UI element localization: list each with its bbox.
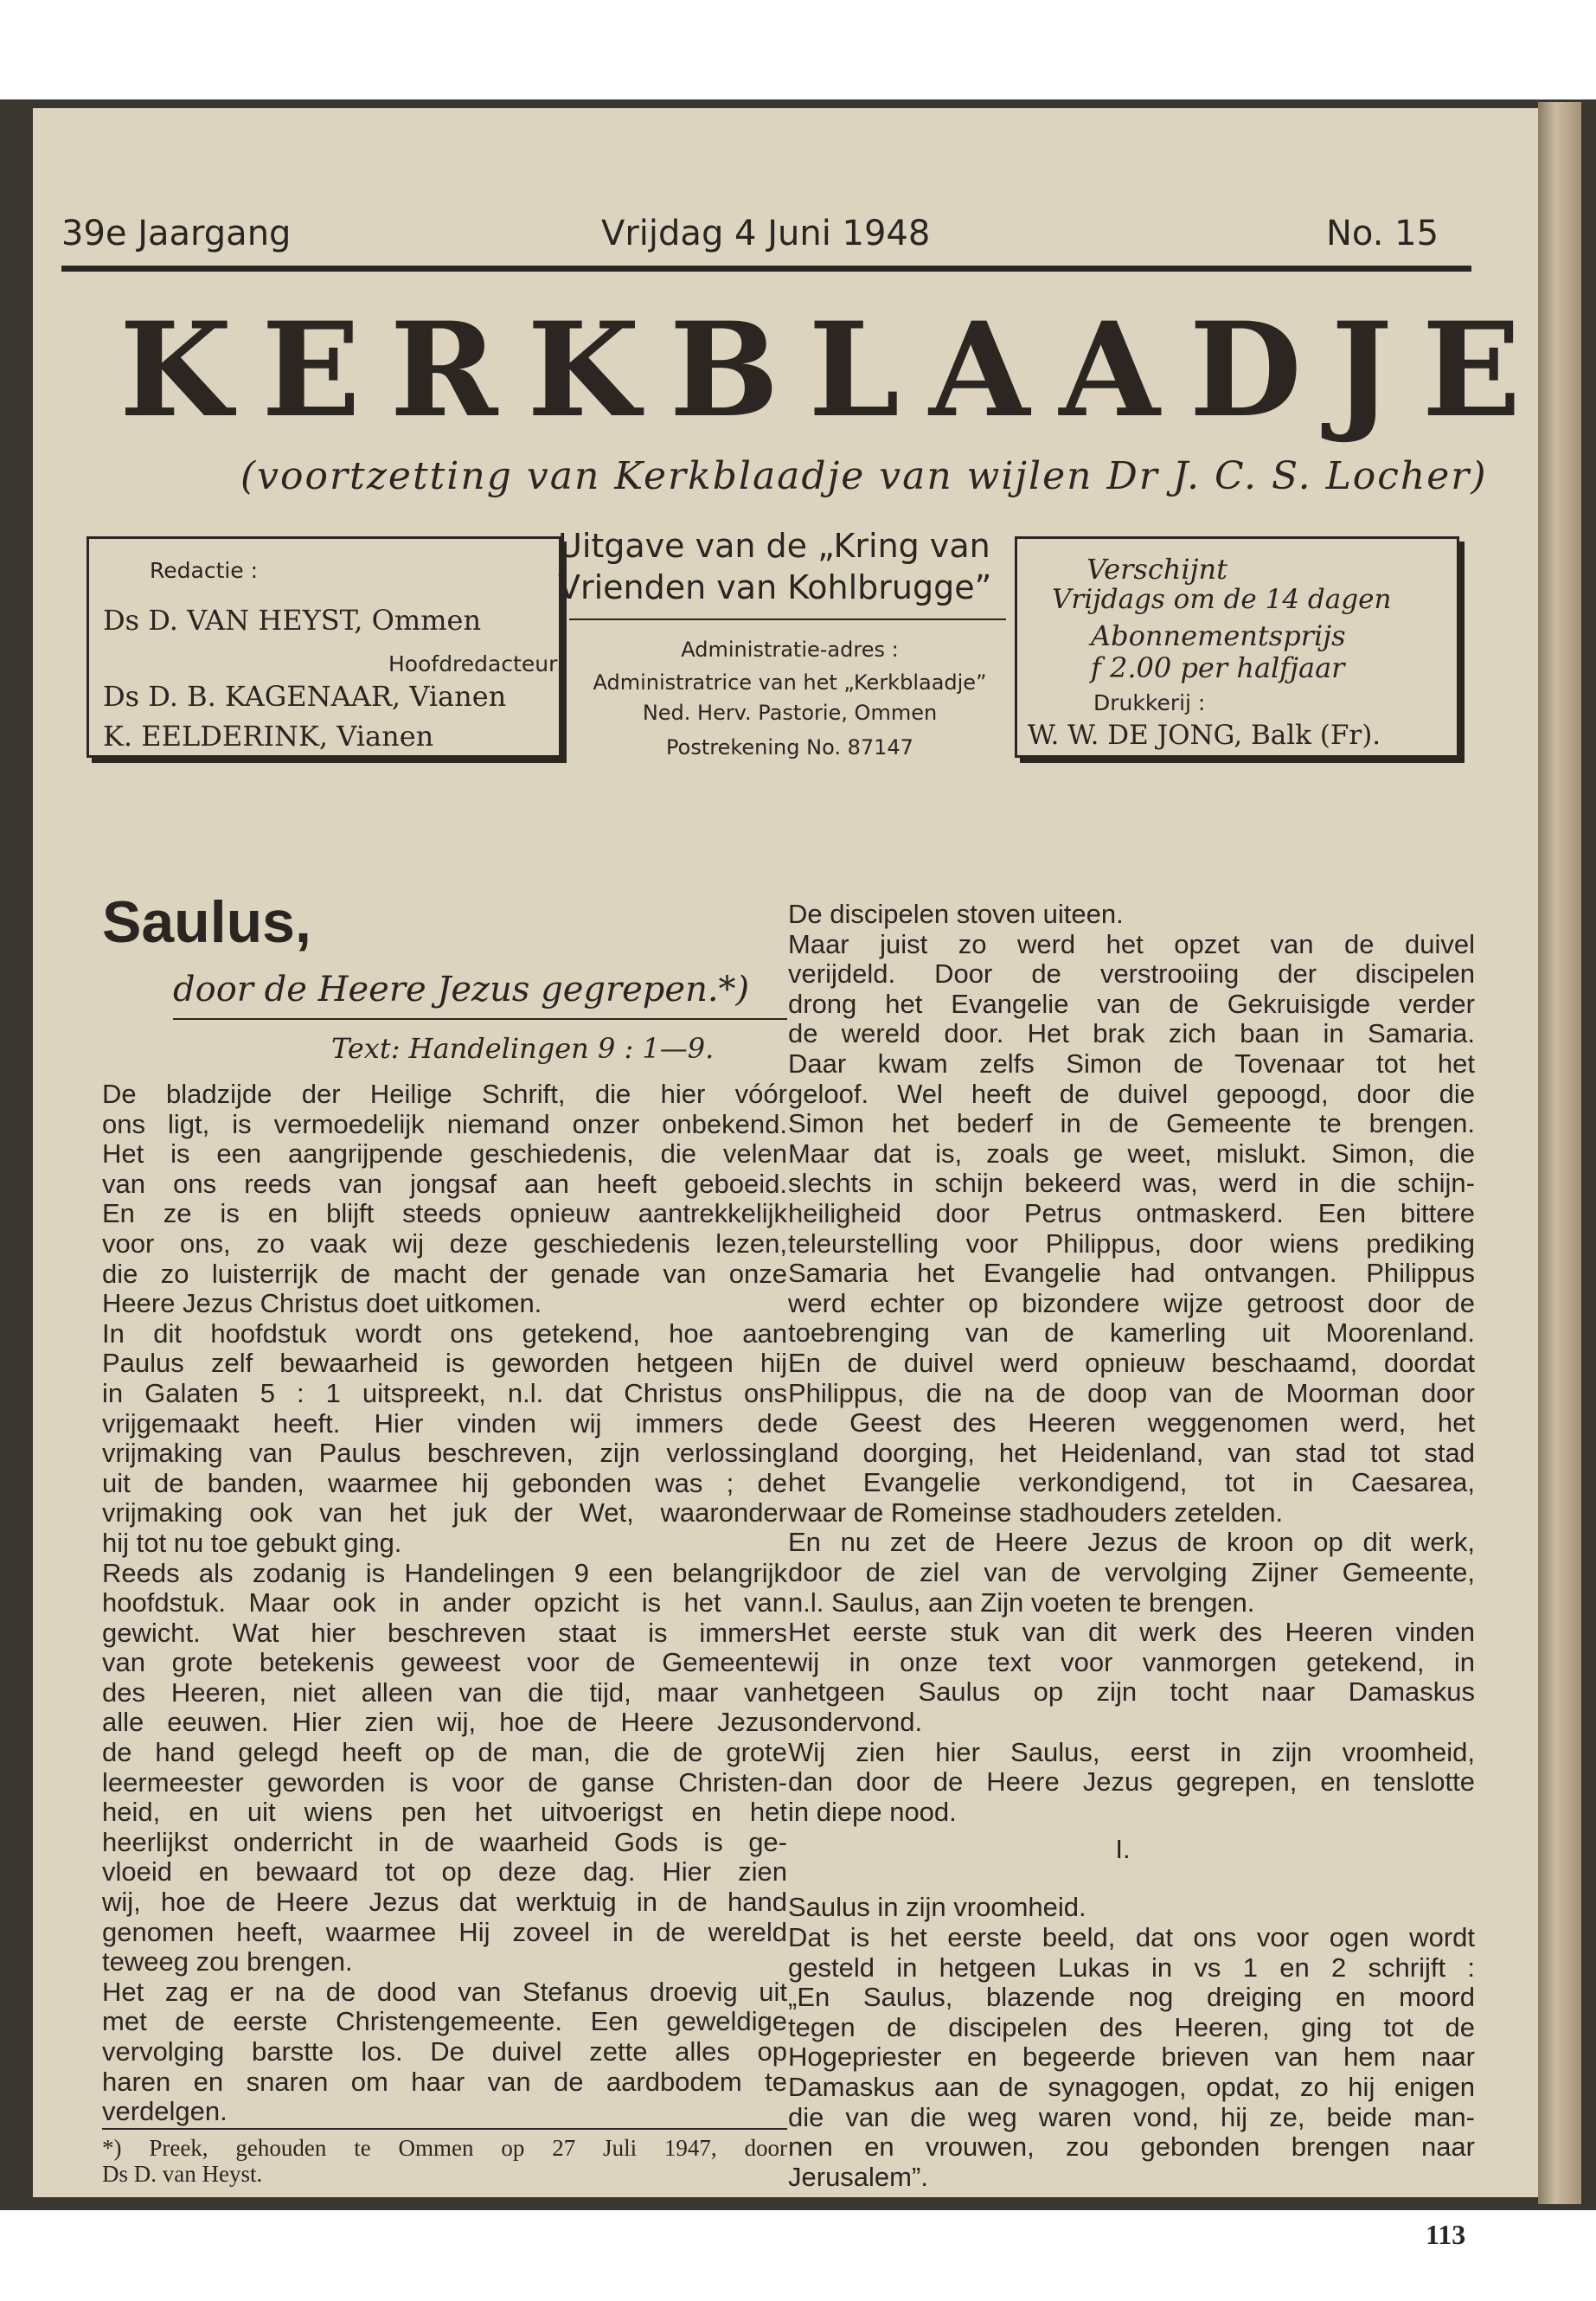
publisher-rule bbox=[569, 619, 1006, 620]
text-line: En nu zet de Heere Jezus de kroon op dit werk, bbox=[788, 1527, 1475, 1558]
admin-label: Administratie-adres : bbox=[681, 638, 899, 662]
price-label: Abonnementsprijs bbox=[1091, 619, 1346, 652]
byline-rule bbox=[173, 1018, 787, 1020]
subscription-box bbox=[1015, 536, 1459, 758]
text-line: In dit hoofdstuk wordt ons getekend, hoe aan bbox=[102, 1317, 787, 1349]
text-line: leermeester geworden is voor de ganse Christen- bbox=[102, 1766, 787, 1798]
editorial-label: Redactie : bbox=[150, 558, 259, 583]
text-line: de hand gelegd heeft op de man, die de grote bbox=[102, 1737, 787, 1768]
issue-date: Vrijdag 4 Juni 1948 bbox=[601, 214, 931, 253]
text-line: hetgeen Saulus op zijn tocht naar Damaskus bbox=[788, 1676, 1475, 1708]
text-line: tegen de discipelen des Heeren, ging tot de bbox=[788, 2011, 1475, 2042]
left-column bbox=[102, 1080, 787, 2127]
text-line: Heere Jezus Christus doet uitkomen. bbox=[102, 1288, 542, 1319]
printer-label: Drukkerij : bbox=[1093, 690, 1206, 715]
text-line: „En Saulus, blazende nog dreiging en moord bbox=[788, 1982, 1475, 2013]
newspaper-page bbox=[33, 108, 1551, 2250]
text-line: met de eerste Christengemeente. Een geweldige bbox=[102, 2006, 787, 2037]
text-line: Samaria het Evangelie had ontvangen. Philippus bbox=[788, 1258, 1475, 1289]
header-rule bbox=[61, 266, 1471, 272]
text-line: wij, hoe de Heere Jezus dat werktuig in de hand bbox=[102, 1887, 787, 1918]
frequency-label: Verschijnt bbox=[1086, 553, 1227, 586]
text-line: land doorging, het Heidenland, van stad tot stad bbox=[788, 1437, 1475, 1468]
text-line: verijdeld. Door de verstrooiing der discipelen bbox=[788, 958, 1475, 990]
text-line: uit de banden, waarmee hij gebonden was ; de bbox=[102, 1467, 787, 1498]
section-number: I. bbox=[1115, 1834, 1131, 1864]
text-line: van ons reeds van jongsaf aan heeft geboeid. bbox=[102, 1168, 787, 1199]
text-line: door de ziel van de vervolging Zijner Gemeente, bbox=[788, 1557, 1475, 1588]
text-reference: Text: Handelingen 9 : 1—9. bbox=[331, 1032, 715, 1065]
text-line: haren en snaren om haar van de aardbodem te bbox=[102, 2066, 787, 2097]
article-byline: door de Heere Jezus gegrepen.*) bbox=[173, 970, 750, 1009]
text-line: Het eerste stuk van dit werk des Heeren vinden bbox=[788, 1617, 1475, 1648]
text-line: die van die weg waren vond, hij ze, beide man- bbox=[788, 2101, 1475, 2132]
text-line: vloeid en bewaard tot op deze dag. Hier zien bbox=[102, 1856, 787, 1888]
article-title: Saulus, bbox=[102, 889, 311, 955]
editorial-box bbox=[87, 536, 561, 758]
text-line: het Evangelie verkondigend, tot in Caesarea, bbox=[788, 1467, 1475, 1498]
text-line: En de duivel werd opnieuw beschaamd, doordat bbox=[788, 1347, 1475, 1378]
text-line: wij in onze text voor vanmorgen getekend, in bbox=[788, 1646, 1475, 1677]
right-column bbox=[788, 900, 1475, 1827]
text-line: ondervond. bbox=[788, 1707, 923, 1738]
page-number: 113 bbox=[1426, 2219, 1466, 2250]
publisher-title-1: Uitgave van de „Kring van bbox=[558, 527, 990, 565]
editor-2: Ds D. B. KAGENAAR, Vianen bbox=[103, 680, 507, 713]
text-line: vrijmaking ook van het juk der Wet, waaronder bbox=[102, 1497, 787, 1529]
section-text bbox=[788, 1923, 1475, 2192]
editor-1-role: Hoofdredacteur bbox=[388, 651, 558, 676]
publisher-title-2: Vrienden van Kohlbrugge” bbox=[558, 568, 992, 606]
text-line: n.l. Saulus, aan Zijn voeten te brengen. bbox=[788, 1586, 1255, 1618]
text-line: Het is een aangrijpende geschiedenis, die velen bbox=[102, 1138, 787, 1170]
text-line: heerlijkst onderricht in de waarheid Gods is ge- bbox=[102, 1826, 787, 1857]
masthead-title: KERKBLAADJE bbox=[119, 294, 1551, 446]
text-line: genomen heeft, waarmee Hij zoveel in de wereld bbox=[102, 1916, 787, 1947]
admin-line-1: Administratrice van het „Kerkblaadje” bbox=[593, 670, 987, 695]
text-line: slechts in schijn bekeerd was, werd in die schijn- bbox=[788, 1168, 1475, 1199]
text-line: hij tot nu toe gebukt ging. bbox=[102, 1527, 402, 1558]
text-line: Paulus zelf bewaarheid is geworden hetgeen hij bbox=[102, 1348, 787, 1379]
text-line: Dat is het eerste beeld, dat ons voor ogen wordt bbox=[788, 1922, 1475, 1952]
text-line: Daar kwam zelfs Simon de Tovenaar tot het bbox=[788, 1048, 1475, 1079]
editor-1: Ds D. VAN HEYST, Ommen bbox=[103, 604, 482, 637]
text-line: Hogepriester en begeerde brieven van hem naar bbox=[788, 2041, 1475, 2073]
text-line: Wij zien hier Saulus, eerst in zijn vroomheid, bbox=[788, 1736, 1475, 1767]
text-line: dan door de Heere Jezus gegrepen, en tenslotte bbox=[788, 1766, 1475, 1798]
text-line: verdelgen. bbox=[102, 2096, 228, 2127]
text-line: Maar dat is, zoals ge weet, mislukt. Simon, die bbox=[788, 1138, 1475, 1169]
text-line: heiligheid door Petrus ontmaskerd. Een bittere bbox=[788, 1197, 1475, 1228]
volume-label: 39e Jaargang bbox=[61, 214, 292, 253]
text-line: vervolging barstte los. De duivel zette alles op bbox=[102, 2036, 787, 2067]
masthead-subtitle: (voortzetting van Kerkblaadje van wijlen Dr J. C. S. Locher) bbox=[240, 454, 1488, 498]
text-line: voor ons, zo vaak wij deze geschiedenis lezen, bbox=[102, 1227, 787, 1259]
text-line: Maar juist zo werd het opzet van de duivel bbox=[788, 928, 1475, 959]
text-line: die zo luisterrijk de macht der genade van onze bbox=[102, 1258, 787, 1289]
text-line: nen en vrouwen, zou gebonden brengen naar bbox=[788, 2131, 1475, 2163]
text-line: teleurstelling voor Philippus, door wiens prediking bbox=[788, 1227, 1475, 1259]
editor-3: K. EELDERINK, Vianen bbox=[103, 720, 434, 753]
text-line: Damaskus aan de synagogen, opdat, zo hij enigen bbox=[788, 2071, 1475, 2102]
printer-name: W. W. DE JONG, Balk (Fr). bbox=[1028, 720, 1381, 751]
text-line: in diepe nood. bbox=[788, 1796, 957, 1827]
text-line: Jerusalem”. bbox=[788, 2161, 928, 2192]
text-line: En ze is en blijft steeds opnieuw aantrekkelijk bbox=[102, 1198, 787, 1229]
text-line: van grote betekenis geweest voor de Gemeente bbox=[102, 1647, 787, 1678]
text-line: De discipelen stoven uiteen. bbox=[788, 899, 1124, 929]
text-line: Reeds als zodanig is Handelingen 9 een belangrijk bbox=[102, 1557, 787, 1588]
section-heading bbox=[788, 1893, 1475, 1923]
text-line: de wereld door. Het brak zich baan in Samaria. bbox=[788, 1018, 1475, 1049]
frequency-value: Vrijdags om de 14 dagen bbox=[1052, 584, 1392, 615]
text-line: toebrenging van de kamerling uit Moorenland. bbox=[788, 1317, 1475, 1349]
text-line: gewicht. Wat hier beschreven staat is immers bbox=[102, 1617, 787, 1648]
text-line: waar de Romeinse stadhouders zetelden. bbox=[788, 1497, 1284, 1528]
text-line: vrijmaking van Paulus beschreven, zijn verlossing bbox=[102, 1438, 787, 1469]
text-line: hoofdstuk. Maar ook in ander opzicht is het van bbox=[102, 1587, 787, 1618]
text-line: Het zag er na de dood van Stefanus droevig uit bbox=[102, 1976, 787, 2007]
text-line: in Galaten 5 : 1 uitspreekt, n.l. dat Christus ons bbox=[102, 1377, 787, 1408]
text-line: werd echter op bizondere wijze getroost door de bbox=[788, 1287, 1475, 1318]
text-line: gesteld in hetgeen Lukas in vs 1 en 2 schrijft : bbox=[788, 1952, 1475, 1983]
text-line: teweeg zou brengen. bbox=[102, 1946, 353, 1977]
price-value: f 2.00 per halfjaar bbox=[1091, 651, 1345, 684]
text-line: heid, en uit wiens pen het uitvoerigst en het bbox=[102, 1797, 787, 1828]
section-heading-text: Saulus in zijn vroomheid. bbox=[788, 1892, 1086, 1922]
text-line: alle eeuwen. Hier zien wij, hoe de Heere Jezus bbox=[102, 1707, 787, 1738]
text-line: ons ligt, is vermoedelijk niemand onzer onbekend. bbox=[102, 1108, 787, 1139]
text-line: Simon het bederf in de Gemeente te brengen. bbox=[788, 1108, 1475, 1139]
text-line: des Heeren, niet alleen van die tijd, maar van bbox=[102, 1676, 787, 1708]
text-line: De bladzijde der Heilige Schrift, die hier vóór bbox=[102, 1079, 787, 1109]
footnote-line-1: *) Preek, gehouden te Ommen op 27 Juli 1947, door bbox=[102, 2135, 787, 2161]
footnote-rule bbox=[102, 2128, 787, 2130]
text-line: de Geest des Heeren weggenomen werd, het bbox=[788, 1407, 1475, 1439]
admin-line-2: Ned. Herv. Pastorie, Ommen bbox=[642, 701, 938, 725]
giro-number: Postrekening No. 87147 bbox=[666, 735, 913, 760]
footnote-line-2: Ds D. van Heyst. bbox=[102, 2161, 263, 2187]
text-line: Philippus, die na de doop van de Moorman door bbox=[788, 1377, 1475, 1408]
text-line: geloof. Wel heeft de duivel gepoogd, door die bbox=[788, 1078, 1475, 1109]
text-line: vrijgemaakt heeft. Hier vinden wij immers de bbox=[102, 1407, 787, 1439]
issue-number: No. 15 bbox=[1326, 214, 1439, 253]
text-line: drong het Evangelie van de Gekruisigde verder bbox=[788, 988, 1475, 1019]
